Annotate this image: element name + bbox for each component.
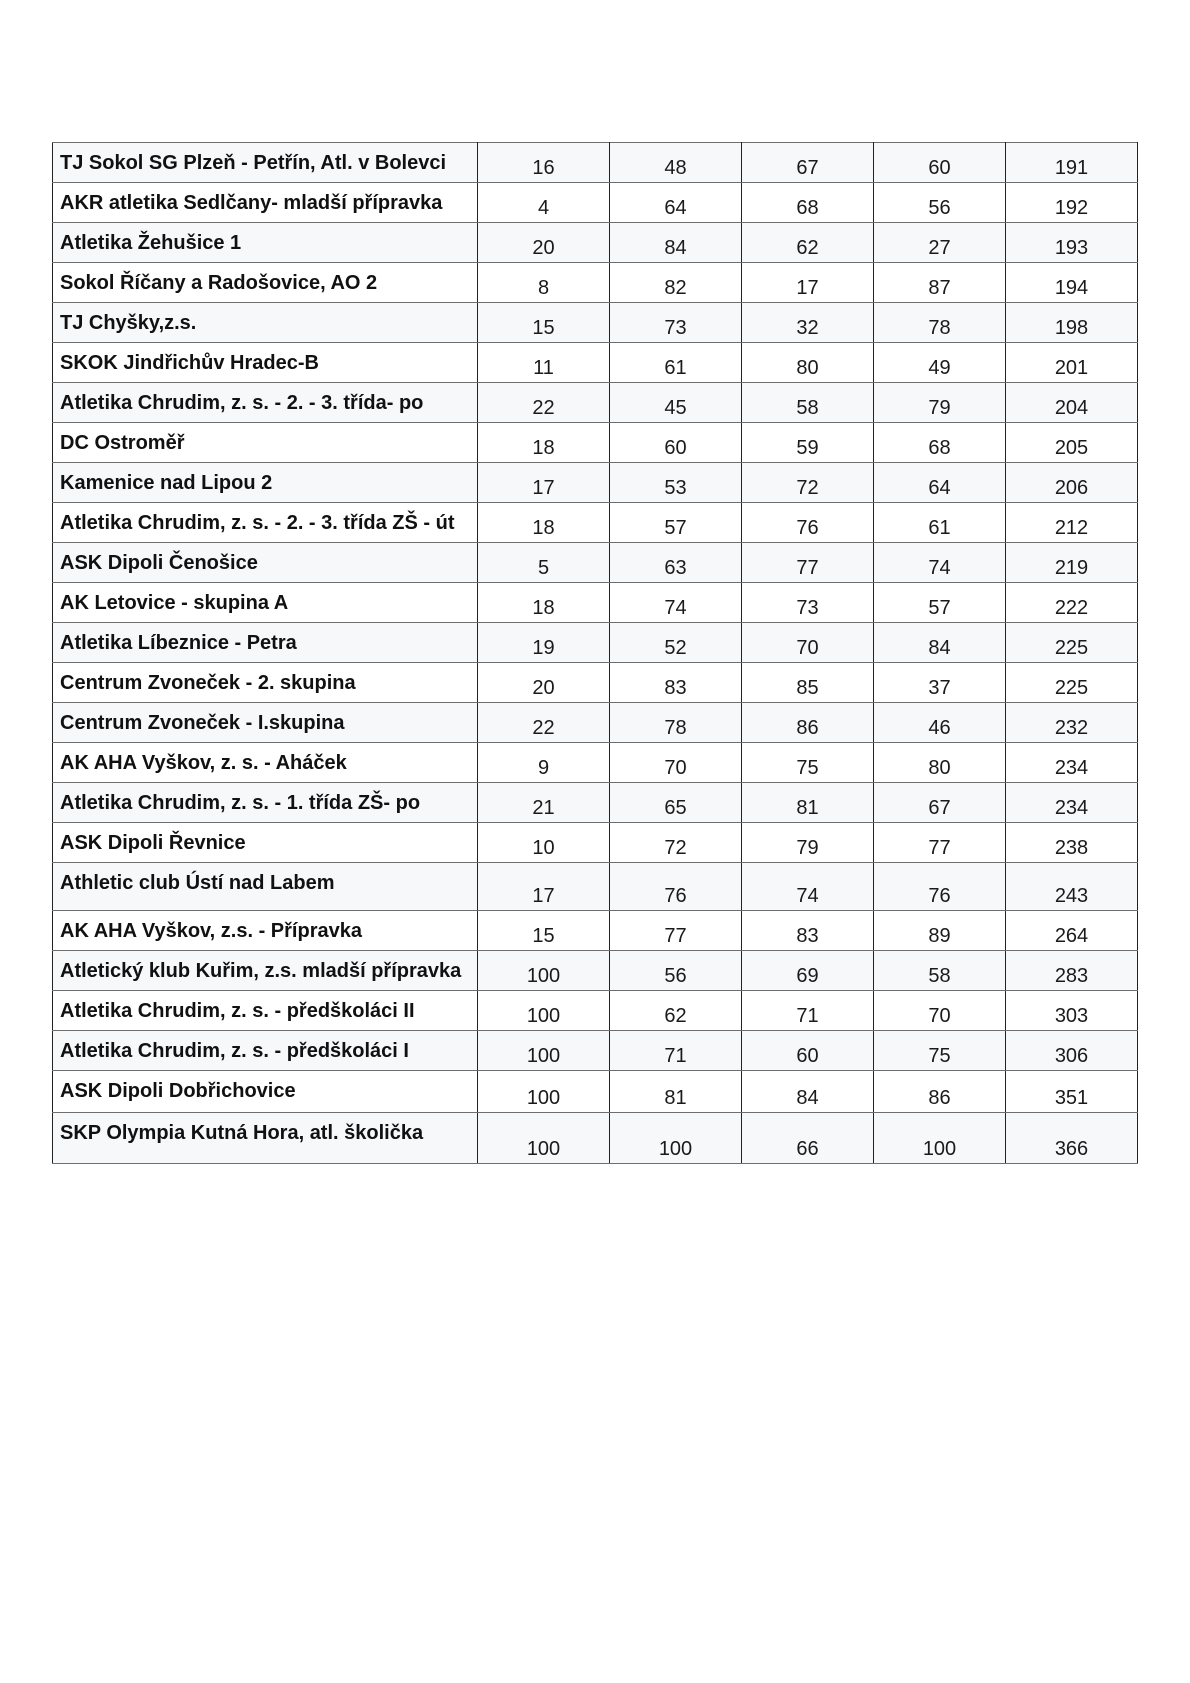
score-cell-4: 58 <box>874 951 1006 991</box>
score-cell-1: 15 <box>478 303 610 343</box>
total-cell: 205 <box>1006 423 1138 463</box>
total-cell: 243 <box>1006 863 1138 911</box>
total-cell: 351 <box>1006 1071 1138 1113</box>
total-cell: 238 <box>1006 823 1138 863</box>
team-name-cell: ASK Dipoli Řevnice <box>53 823 478 863</box>
score-cell-2: 52 <box>610 623 742 663</box>
score-cell-3: 85 <box>742 663 874 703</box>
score-cell-2: 53 <box>610 463 742 503</box>
table-row <box>53 1031 1138 1071</box>
score-cell-1: 19 <box>478 623 610 663</box>
total-cell: 219 <box>1006 543 1138 583</box>
team-name-cell: AKR atletika Sedlčany- mladší přípravka <box>53 183 478 223</box>
team-name-cell: Atletika Chrudim, z. s. - 2. - 3. třída- po <box>53 383 478 423</box>
team-name-cell: Atletika Líbeznice - Petra <box>53 623 478 663</box>
score-cell-4: 86 <box>874 1071 1006 1113</box>
score-cell-4: 46 <box>874 703 1006 743</box>
score-cell-3: 71 <box>742 991 874 1031</box>
table-row <box>53 703 1138 743</box>
team-name-cell: Centrum Zvoneček - 2. skupina <box>53 663 478 703</box>
team-name-cell: SKOK Jindřichův Hradec-B <box>53 343 478 383</box>
score-cell-3: 79 <box>742 823 874 863</box>
total-cell: 234 <box>1006 783 1138 823</box>
total-cell: 303 <box>1006 991 1138 1031</box>
score-cell-1: 10 <box>478 823 610 863</box>
score-cell-1: 17 <box>478 463 610 503</box>
score-cell-2: 48 <box>610 143 742 183</box>
score-cell-3: 80 <box>742 343 874 383</box>
team-name-cell: Atletický klub Kuřim, z.s. mladší přípravka <box>53 951 478 991</box>
score-cell-1: 20 <box>478 663 610 703</box>
score-cell-3: 74 <box>742 863 874 911</box>
total-cell: 225 <box>1006 623 1138 663</box>
score-cell-4: 78 <box>874 303 1006 343</box>
score-cell-4: 27 <box>874 223 1006 263</box>
team-name-cell: ASK Dipoli Čenošice <box>53 543 478 583</box>
score-cell-2: 83 <box>610 663 742 703</box>
score-cell-3: 59 <box>742 423 874 463</box>
total-cell: 264 <box>1006 911 1138 951</box>
team-name-cell: Atletika Chrudim, z. s. - 1. třída ZŠ- po <box>53 783 478 823</box>
score-cell-4: 75 <box>874 1031 1006 1071</box>
score-cell-1: 22 <box>478 383 610 423</box>
score-cell-1: 20 <box>478 223 610 263</box>
score-cell-4: 74 <box>874 543 1006 583</box>
score-cell-2: 77 <box>610 911 742 951</box>
score-cell-4: 79 <box>874 383 1006 423</box>
score-cell-2: 78 <box>610 703 742 743</box>
total-cell: 198 <box>1006 303 1138 343</box>
score-cell-2: 84 <box>610 223 742 263</box>
table-row <box>53 503 1138 543</box>
score-cell-3: 67 <box>742 143 874 183</box>
score-cell-2: 74 <box>610 583 742 623</box>
score-cell-2: 45 <box>610 383 742 423</box>
team-name-cell: Kamenice nad Lipou 2 <box>53 463 478 503</box>
score-cell-4: 100 <box>874 1113 1006 1164</box>
table-row <box>53 423 1138 463</box>
score-cell-2: 100 <box>610 1113 742 1164</box>
score-cell-4: 49 <box>874 343 1006 383</box>
score-cell-4: 37 <box>874 663 1006 703</box>
team-name-cell: TJ Sokol SG Plzeň - Petřín, Atl. v Bolevci <box>53 143 478 183</box>
score-cell-3: 76 <box>742 503 874 543</box>
table-row <box>53 783 1138 823</box>
team-name-cell: Sokol Říčany a Radošovice, AO 2 <box>53 263 478 303</box>
total-cell: 283 <box>1006 951 1138 991</box>
score-cell-1: 100 <box>478 1113 610 1164</box>
score-cell-4: 80 <box>874 743 1006 783</box>
score-cell-4: 68 <box>874 423 1006 463</box>
table-row <box>53 991 1138 1031</box>
total-cell: 206 <box>1006 463 1138 503</box>
score-cell-3: 58 <box>742 383 874 423</box>
table-row <box>53 1071 1138 1113</box>
score-cell-1: 4 <box>478 183 610 223</box>
score-cell-2: 56 <box>610 951 742 991</box>
score-cell-4: 77 <box>874 823 1006 863</box>
table-row <box>53 303 1138 343</box>
score-cell-3: 60 <box>742 1031 874 1071</box>
score-cell-2: 72 <box>610 823 742 863</box>
table-row <box>53 383 1138 423</box>
score-cell-3: 73 <box>742 583 874 623</box>
table-row <box>53 263 1138 303</box>
score-cell-3: 84 <box>742 1071 874 1113</box>
score-cell-1: 18 <box>478 583 610 623</box>
team-name-cell: Centrum Zvoneček - I.skupina <box>53 703 478 743</box>
team-name-cell: Atletika Žehušice 1 <box>53 223 478 263</box>
score-cell-3: 70 <box>742 623 874 663</box>
score-cell-1: 11 <box>478 343 610 383</box>
team-name-cell: AK Letovice - skupina A <box>53 583 478 623</box>
score-cell-2: 82 <box>610 263 742 303</box>
score-cell-4: 89 <box>874 911 1006 951</box>
score-cell-2: 60 <box>610 423 742 463</box>
score-cell-3: 81 <box>742 783 874 823</box>
score-cell-1: 15 <box>478 911 610 951</box>
table-row <box>53 543 1138 583</box>
score-cell-2: 64 <box>610 183 742 223</box>
score-cell-4: 76 <box>874 863 1006 911</box>
total-cell: 225 <box>1006 663 1138 703</box>
score-cell-4: 56 <box>874 183 1006 223</box>
team-name-cell: Atletika Chrudim, z. s. - předškoláci I <box>53 1031 478 1071</box>
score-cell-1: 18 <box>478 503 610 543</box>
score-cell-4: 60 <box>874 143 1006 183</box>
table-row <box>53 911 1138 951</box>
score-cell-2: 71 <box>610 1031 742 1071</box>
score-cell-2: 73 <box>610 303 742 343</box>
score-cell-3: 83 <box>742 911 874 951</box>
score-cell-4: 57 <box>874 583 1006 623</box>
team-name-cell: Atletika Chrudim, z. s. - předškoláci II <box>53 991 478 1031</box>
score-cell-3: 86 <box>742 703 874 743</box>
score-cell-3: 62 <box>742 223 874 263</box>
score-cell-1: 21 <box>478 783 610 823</box>
score-cell-4: 64 <box>874 463 1006 503</box>
score-cell-2: 57 <box>610 503 742 543</box>
total-cell: 192 <box>1006 183 1138 223</box>
score-cell-3: 72 <box>742 463 874 503</box>
team-name-cell: Atletika Chrudim, z. s. - 2. - 3. třída ZŠ - út <box>53 503 478 543</box>
total-cell: 366 <box>1006 1113 1138 1164</box>
score-cell-1: 8 <box>478 263 610 303</box>
table-row <box>53 223 1138 263</box>
total-cell: 194 <box>1006 263 1138 303</box>
total-cell: 232 <box>1006 703 1138 743</box>
total-cell: 193 <box>1006 223 1138 263</box>
table-row <box>53 1113 1138 1164</box>
team-name-cell: Athletic club Ústí nad Labem <box>53 863 478 911</box>
team-name-cell: SKP Olympia Kutná Hora, atl. školička <box>53 1113 478 1164</box>
team-name-cell: ASK Dipoli Dobřichovice <box>53 1071 478 1113</box>
table-row <box>53 343 1138 383</box>
table-row <box>53 823 1138 863</box>
table-row <box>53 951 1138 991</box>
table-row <box>53 183 1138 223</box>
score-cell-1: 17 <box>478 863 610 911</box>
total-cell: 306 <box>1006 1031 1138 1071</box>
total-cell: 234 <box>1006 743 1138 783</box>
score-cell-3: 17 <box>742 263 874 303</box>
score-cell-1: 18 <box>478 423 610 463</box>
score-cell-1: 9 <box>478 743 610 783</box>
score-cell-1: 100 <box>478 1031 610 1071</box>
table-row <box>53 863 1138 911</box>
score-cell-1: 100 <box>478 951 610 991</box>
team-name-cell: TJ Chyšky,z.s. <box>53 303 478 343</box>
team-name-cell: DC Ostroměř <box>53 423 478 463</box>
team-name-cell: AK AHA Vyškov, z.s. - Přípravka <box>53 911 478 951</box>
score-cell-2: 65 <box>610 783 742 823</box>
score-cell-1: 100 <box>478 1071 610 1113</box>
table-row <box>53 663 1138 703</box>
table-row <box>53 463 1138 503</box>
results-table <box>52 142 1138 1164</box>
score-cell-2: 70 <box>610 743 742 783</box>
score-cell-2: 62 <box>610 991 742 1031</box>
score-cell-3: 66 <box>742 1113 874 1164</box>
total-cell: 212 <box>1006 503 1138 543</box>
table-row <box>53 143 1138 183</box>
score-cell-4: 84 <box>874 623 1006 663</box>
score-cell-2: 61 <box>610 343 742 383</box>
team-name-cell: AK AHA Vyškov, z. s. - Aháček <box>53 743 478 783</box>
total-cell: 201 <box>1006 343 1138 383</box>
score-cell-3: 69 <box>742 951 874 991</box>
total-cell: 222 <box>1006 583 1138 623</box>
total-cell: 204 <box>1006 383 1138 423</box>
total-cell: 191 <box>1006 143 1138 183</box>
score-cell-3: 77 <box>742 543 874 583</box>
table-row <box>53 743 1138 783</box>
score-cell-4: 61 <box>874 503 1006 543</box>
score-cell-3: 75 <box>742 743 874 783</box>
score-cell-2: 76 <box>610 863 742 911</box>
score-cell-4: 70 <box>874 991 1006 1031</box>
score-cell-1: 22 <box>478 703 610 743</box>
score-cell-1: 100 <box>478 991 610 1031</box>
score-cell-2: 81 <box>610 1071 742 1113</box>
score-cell-4: 87 <box>874 263 1006 303</box>
score-cell-3: 32 <box>742 303 874 343</box>
score-cell-3: 68 <box>742 183 874 223</box>
score-cell-1: 5 <box>478 543 610 583</box>
table-row <box>53 623 1138 663</box>
score-cell-4: 67 <box>874 783 1006 823</box>
table-row <box>53 583 1138 623</box>
score-cell-2: 63 <box>610 543 742 583</box>
score-cell-1: 16 <box>478 143 610 183</box>
